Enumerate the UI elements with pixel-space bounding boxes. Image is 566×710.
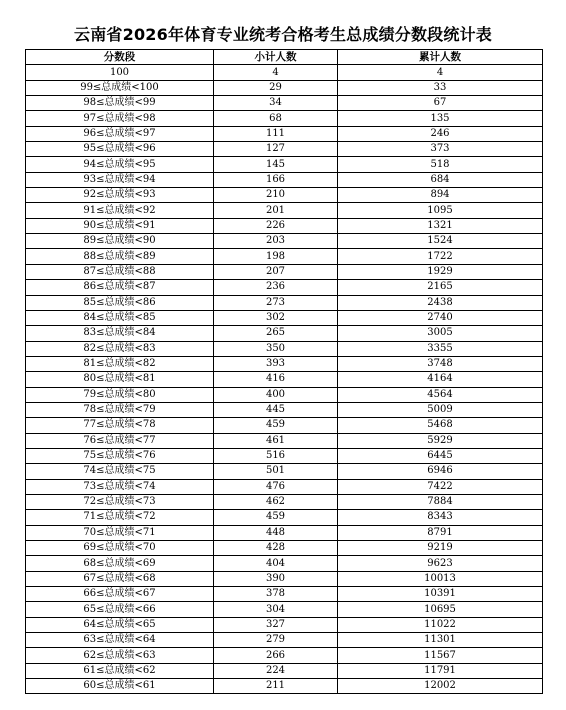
cumulative-count-cell: 11022 [338, 617, 543, 632]
cumulative-count-cell: 246 [338, 126, 543, 141]
cumulative-count-cell: 9623 [338, 556, 543, 571]
score-range-cell: 79≤总成绩<80 [26, 387, 214, 402]
table-row [26, 356, 543, 371]
subtotal-count-cell: 265 [214, 326, 338, 341]
subtotal-count-cell: 400 [214, 387, 338, 402]
score-range-cell: 99≤总成绩<100 [26, 80, 214, 95]
table-row [26, 387, 543, 402]
table-row [26, 556, 543, 571]
table-row [26, 617, 543, 632]
cumulative-count-cell: 67 [338, 96, 543, 111]
score-range-cell: 62≤总成绩<63 [26, 648, 214, 663]
subtotal-count-cell: 448 [214, 525, 338, 540]
table-row [26, 126, 543, 141]
subtotal-count-cell: 378 [214, 587, 338, 602]
score-range-cell: 86≤总成绩<87 [26, 280, 214, 295]
score-range-cell: 78≤总成绩<79 [26, 402, 214, 417]
subtotal-count-cell: 279 [214, 633, 338, 648]
subtotal-count-cell: 393 [214, 356, 338, 371]
cumulative-count-cell: 11791 [338, 663, 543, 678]
table-row [26, 142, 543, 157]
score-range-cell: 92≤总成绩<93 [26, 188, 214, 203]
table-row [26, 249, 543, 264]
table-row [26, 648, 543, 663]
header-cumulative-count: 累计人数 [338, 50, 543, 65]
score-range-cell: 84≤总成绩<85 [26, 310, 214, 325]
table-row [26, 65, 543, 80]
table-row [26, 571, 543, 586]
cumulative-count-cell: 373 [338, 142, 543, 157]
subtotal-count-cell: 226 [214, 218, 338, 233]
cumulative-count-cell: 6445 [338, 448, 543, 463]
table-row [26, 402, 543, 417]
score-range-cell: 76≤总成绩<77 [26, 433, 214, 448]
score-range-cell: 73≤总成绩<74 [26, 479, 214, 494]
score-range-cell: 85≤总成绩<86 [26, 295, 214, 310]
table-row [26, 80, 543, 95]
subtotal-count-cell: 416 [214, 372, 338, 387]
header-subtotal-count: 小计人数 [214, 50, 338, 65]
table-row [26, 341, 543, 356]
cumulative-count-cell: 3005 [338, 326, 543, 341]
subtotal-count-cell: 428 [214, 541, 338, 556]
subtotal-count-cell: 211 [214, 679, 338, 694]
cumulative-count-cell: 33 [338, 80, 543, 95]
score-range-cell: 91≤总成绩<92 [26, 203, 214, 218]
document-title: 云南省2026年体育专业统考合格考生总成绩分数段统计表 [74, 25, 492, 44]
table-row [26, 541, 543, 556]
table-row [26, 587, 543, 602]
cumulative-count-cell: 4164 [338, 372, 543, 387]
cumulative-count-cell: 135 [338, 111, 543, 126]
cumulative-count-cell: 2438 [338, 295, 543, 310]
table-row [26, 280, 543, 295]
cumulative-count-cell: 3748 [338, 356, 543, 371]
cumulative-count-cell: 4 [338, 65, 543, 80]
cumulative-count-cell: 1524 [338, 234, 543, 249]
subtotal-count-cell: 304 [214, 602, 338, 617]
table-row [26, 464, 543, 479]
subtotal-count-cell: 210 [214, 188, 338, 203]
subtotal-count-cell: 476 [214, 479, 338, 494]
table-row [26, 525, 543, 540]
subtotal-count-cell: 462 [214, 494, 338, 509]
subtotal-count-cell: 390 [214, 571, 338, 586]
cumulative-count-cell: 7884 [338, 494, 543, 509]
score-range-cell: 65≤总成绩<66 [26, 602, 214, 617]
score-range-cell: 70≤总成绩<71 [26, 525, 214, 540]
subtotal-count-cell: 127 [214, 142, 338, 157]
table-row [26, 188, 543, 203]
cumulative-count-cell: 11567 [338, 648, 543, 663]
cumulative-count-cell: 5009 [338, 402, 543, 417]
score-range-cell: 96≤总成绩<97 [26, 126, 214, 141]
cumulative-count-cell: 10391 [338, 587, 543, 602]
subtotal-count-cell: 266 [214, 648, 338, 663]
score-range-cell: 93≤总成绩<94 [26, 172, 214, 187]
subtotal-count-cell: 201 [214, 203, 338, 218]
cumulative-count-cell: 11301 [338, 633, 543, 648]
cumulative-count-cell: 1321 [338, 218, 543, 233]
subtotal-count-cell: 29 [214, 80, 338, 95]
score-range-cell: 67≤总成绩<68 [26, 571, 214, 586]
score-range-cell: 69≤总成绩<70 [26, 541, 214, 556]
table-row [26, 418, 543, 433]
score-range-cell: 88≤总成绩<89 [26, 249, 214, 264]
score-range-cell: 90≤总成绩<91 [26, 218, 214, 233]
score-range-cell: 95≤总成绩<96 [26, 142, 214, 157]
table-row [26, 218, 543, 233]
cumulative-count-cell: 1722 [338, 249, 543, 264]
table-row [26, 96, 543, 111]
score-range-cell: 61≤总成绩<62 [26, 663, 214, 678]
cumulative-count-cell: 8791 [338, 525, 543, 540]
table-row [26, 679, 543, 694]
score-range-cell: 60≤总成绩<61 [26, 679, 214, 694]
score-range-cell: 75≤总成绩<76 [26, 448, 214, 463]
subtotal-count-cell: 145 [214, 157, 338, 172]
cumulative-count-cell: 5929 [338, 433, 543, 448]
subtotal-count-cell: 68 [214, 111, 338, 126]
table-row [26, 633, 543, 648]
subtotal-count-cell: 459 [214, 418, 338, 433]
score-range-cell: 77≤总成绩<78 [26, 418, 214, 433]
table-row [26, 494, 543, 509]
table-row [26, 433, 543, 448]
subtotal-count-cell: 203 [214, 234, 338, 249]
subtotal-count-cell: 4 [214, 65, 338, 80]
table-row [26, 326, 543, 341]
subtotal-count-cell: 445 [214, 402, 338, 417]
table-row [26, 234, 543, 249]
subtotal-count-cell: 501 [214, 464, 338, 479]
subtotal-count-cell: 404 [214, 556, 338, 571]
subtotal-count-cell: 111 [214, 126, 338, 141]
score-range-cell: 87≤总成绩<88 [26, 264, 214, 279]
subtotal-count-cell: 327 [214, 617, 338, 632]
score-range-cell: 82≤总成绩<83 [26, 341, 214, 356]
table-row [26, 295, 543, 310]
score-range-cell: 64≤总成绩<65 [26, 617, 214, 632]
subtotal-count-cell: 224 [214, 663, 338, 678]
subtotal-count-cell: 350 [214, 341, 338, 356]
cumulative-count-cell: 4564 [338, 387, 543, 402]
subtotal-count-cell: 461 [214, 433, 338, 448]
subtotal-count-cell: 207 [214, 264, 338, 279]
subtotal-count-cell: 198 [214, 249, 338, 264]
cumulative-count-cell: 1095 [338, 203, 543, 218]
table-row [26, 602, 543, 617]
cumulative-count-cell: 2165 [338, 280, 543, 295]
table-row [26, 111, 543, 126]
table-row [26, 264, 543, 279]
table-row [26, 372, 543, 387]
cumulative-count-cell: 6946 [338, 464, 543, 479]
header-score-range: 分数段 [26, 50, 214, 65]
score-range-cell: 83≤总成绩<84 [26, 326, 214, 341]
score-range-cell: 66≤总成绩<67 [26, 587, 214, 602]
table-header-row [26, 50, 543, 65]
cumulative-count-cell: 5468 [338, 418, 543, 433]
table-row [26, 663, 543, 678]
score-range-cell: 71≤总成绩<72 [26, 510, 214, 525]
subtotal-count-cell: 516 [214, 448, 338, 463]
score-range-cell: 81≤总成绩<82 [26, 356, 214, 371]
score-range-cell: 80≤总成绩<81 [26, 372, 214, 387]
cumulative-count-cell: 9219 [338, 541, 543, 556]
cumulative-count-cell: 8343 [338, 510, 543, 525]
table-row [26, 157, 543, 172]
table-row [26, 448, 543, 463]
table-row [26, 510, 543, 525]
subtotal-count-cell: 273 [214, 295, 338, 310]
subtotal-count-cell: 459 [214, 510, 338, 525]
score-range-cell: 68≤总成绩<69 [26, 556, 214, 571]
cumulative-count-cell: 10013 [338, 571, 543, 586]
subtotal-count-cell: 34 [214, 96, 338, 111]
cumulative-count-cell: 7422 [338, 479, 543, 494]
table-row [26, 310, 543, 325]
cumulative-count-cell: 3355 [338, 341, 543, 356]
score-range-cell: 89≤总成绩<90 [26, 234, 214, 249]
score-range-cell: 100 [26, 65, 214, 80]
cumulative-count-cell: 12002 [338, 679, 543, 694]
cumulative-count-cell: 518 [338, 157, 543, 172]
subtotal-count-cell: 166 [214, 172, 338, 187]
score-range-cell: 74≤总成绩<75 [26, 464, 214, 479]
subtotal-count-cell: 302 [214, 310, 338, 325]
cumulative-count-cell: 1929 [338, 264, 543, 279]
cumulative-count-cell: 894 [338, 188, 543, 203]
table-row [26, 172, 543, 187]
cumulative-count-cell: 2740 [338, 310, 543, 325]
score-range-cell: 94≤总成绩<95 [26, 157, 214, 172]
table-row [26, 203, 543, 218]
cumulative-count-cell: 10695 [338, 602, 543, 617]
score-range-cell: 98≤总成绩<99 [26, 96, 214, 111]
cumulative-count-cell: 684 [338, 172, 543, 187]
score-distribution-table [25, 49, 543, 694]
subtotal-count-cell: 236 [214, 280, 338, 295]
score-range-cell: 63≤总成绩<64 [26, 633, 214, 648]
score-range-cell: 72≤总成绩<73 [26, 494, 214, 509]
score-range-cell: 97≤总成绩<98 [26, 111, 214, 126]
table-body [26, 65, 543, 694]
table-row [26, 479, 543, 494]
